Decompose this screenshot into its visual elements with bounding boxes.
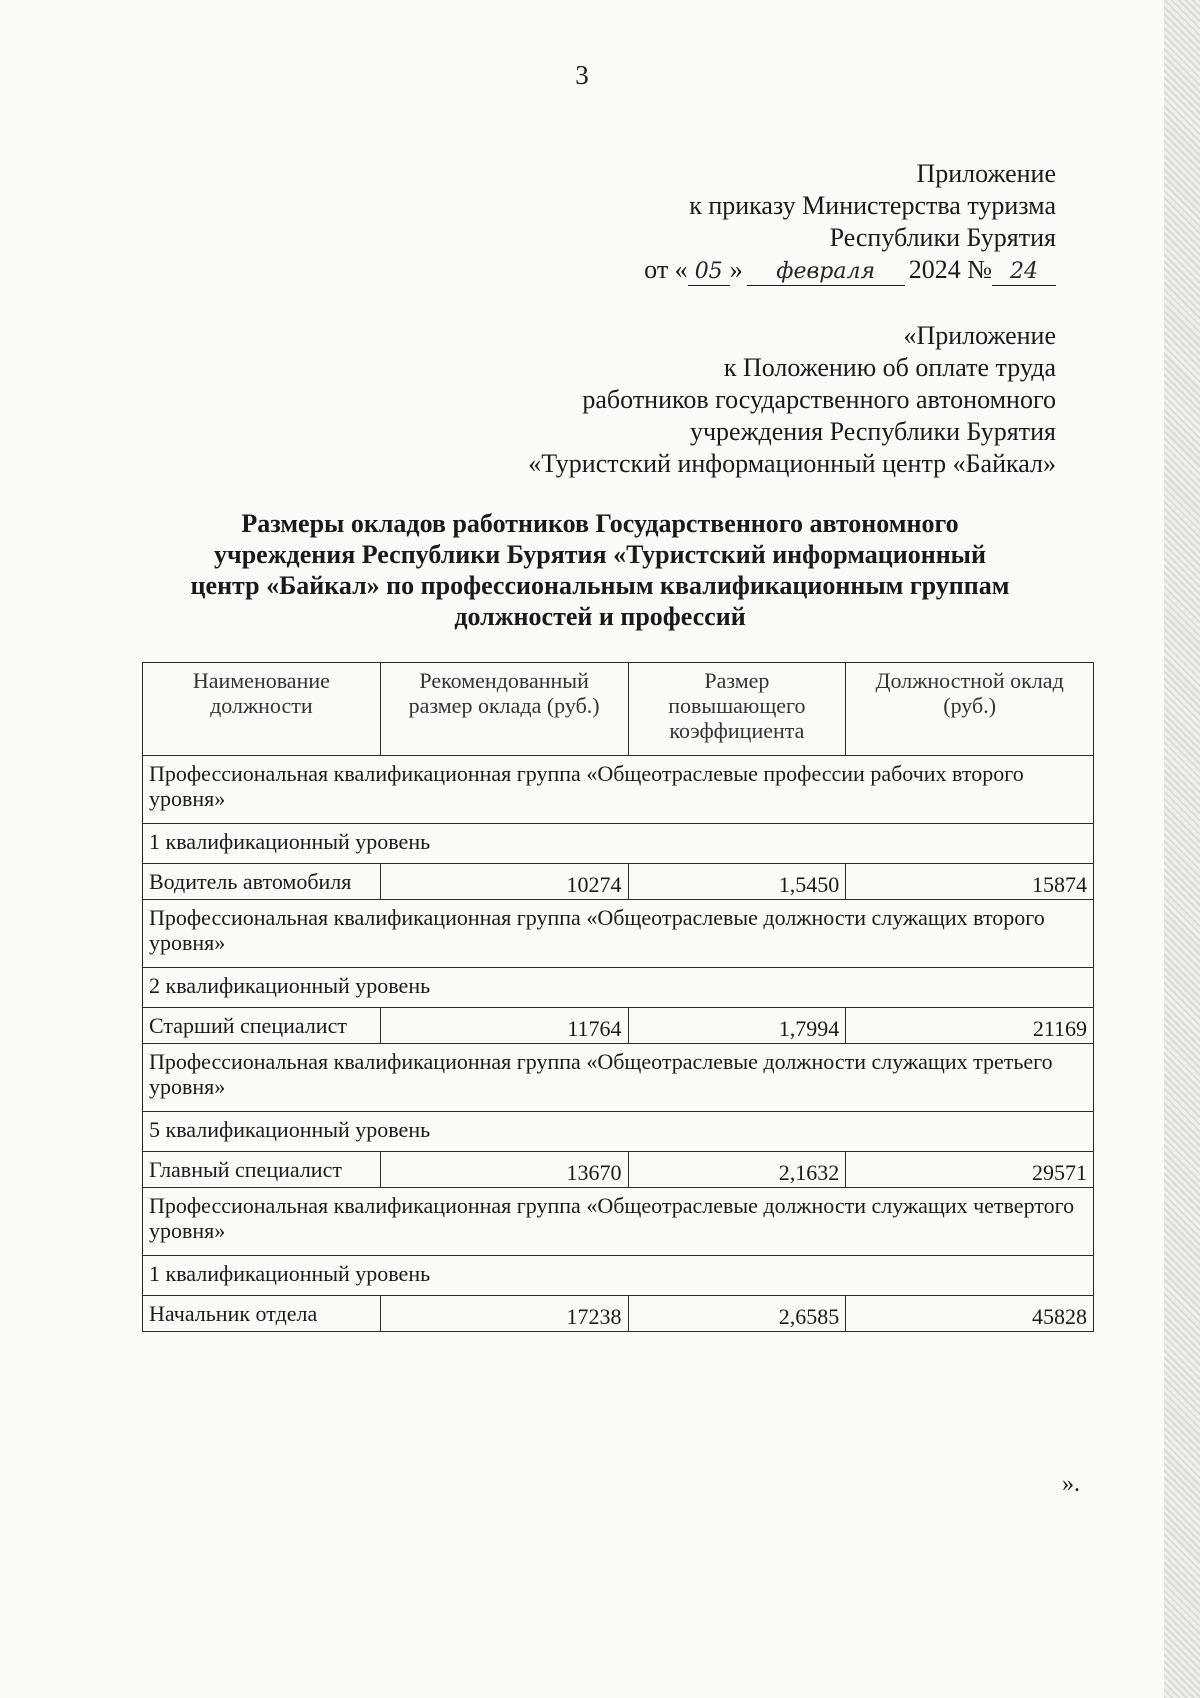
level-row [143, 968, 1094, 1008]
qualification-level: 1 квалификационный уровень [143, 1256, 1094, 1296]
base-salary-cell: 11764 [380, 1008, 628, 1044]
approval-date-line [644, 254, 1056, 286]
title-line: должностей и профессий [454, 602, 746, 631]
handwritten-day: 05 [688, 259, 730, 286]
handwritten-order-number: 24 [992, 259, 1056, 286]
handwritten-month: февраля [747, 259, 905, 286]
scan-edge-strip [1164, 0, 1200, 1698]
qualification-level: 2 квалификационный уровень [143, 968, 1094, 1008]
header-base-salary: Рекомендованный размер оклада (руб.) [380, 663, 628, 756]
base-salary-cell: 13670 [380, 1152, 628, 1188]
closing-quote-mark: ». [1062, 1471, 1080, 1497]
position-cell: Начальник отдела [143, 1296, 381, 1332]
salary-cell: 29571 [846, 1152, 1094, 1188]
salary-cell: 45828 [846, 1296, 1094, 1332]
year-text: 2024 № [908, 255, 992, 284]
approval-line: к приказу Министерства туризма [689, 191, 1056, 220]
qualification-level: 1 квалификационный уровень [143, 824, 1094, 864]
salary-table [142, 662, 1094, 1332]
salary-cell: 15874 [846, 864, 1094, 900]
table-row [143, 1008, 1094, 1044]
table-header-row [143, 663, 1094, 756]
position-cell: Водитель автомобиля [143, 864, 381, 900]
regulation-line: «Приложение [903, 321, 1056, 350]
regulation-line: работников государственного автономного [582, 385, 1056, 414]
position-cell: Главный специалист [143, 1152, 381, 1188]
group-row [143, 1188, 1094, 1256]
qualification-group: Профессиональная квалификационная группа «Общеотраслевые должности служащих четвертого уровня» [143, 1188, 1094, 1256]
title-line: учреждения Республики Бурятия «Туристский информационный [214, 540, 986, 569]
approval-header [644, 158, 1056, 286]
qualification-group: Профессиональная квалификационная группа «Общеотраслевые должности служащих второго уровня» [143, 900, 1094, 968]
level-row [143, 1112, 1094, 1152]
group-row [143, 756, 1094, 824]
coefficient-cell: 1,7994 [628, 1008, 846, 1044]
table-row [143, 864, 1094, 900]
position-cell: Старший специалист [143, 1008, 381, 1044]
document-title [150, 508, 1050, 632]
coefficient-cell: 2,1632 [628, 1152, 846, 1188]
salary-cell: 21169 [846, 1008, 1094, 1044]
header-coefficient: Размер повышающего коэффициента [628, 663, 846, 756]
base-salary-cell: 17238 [380, 1296, 628, 1332]
approval-line: Республики Бурятия [829, 223, 1056, 252]
base-salary-cell: 10274 [380, 864, 628, 900]
regulation-line: «Туристский информационный центр «Байкал» [528, 449, 1056, 478]
group-row [143, 900, 1094, 968]
group-row [143, 1044, 1094, 1112]
level-row [143, 1256, 1094, 1296]
header-salary: Должностной оклад (руб.) [846, 663, 1094, 756]
table-row [143, 1296, 1094, 1332]
regulation-reference [528, 320, 1056, 480]
title-line: Размеры окладов работников Государственного автономного [241, 509, 959, 538]
regulation-line: учреждения Республики Бурятия [689, 417, 1056, 446]
coefficient-cell: 1,5450 [628, 864, 846, 900]
page-number: 3 [575, 60, 589, 90]
regulation-line: к Положению об оплате труда [723, 353, 1056, 382]
title-line: центр «Байкал» по профессиональным квалификационным группам [190, 571, 1010, 600]
coefficient-cell: 2,6585 [628, 1296, 846, 1332]
approval-line: Приложение [916, 159, 1056, 188]
table-row [143, 1152, 1094, 1188]
qualification-level: 5 квалификационный уровень [143, 1112, 1094, 1152]
qualification-group: Профессиональная квалификационная группа «Общеотраслевые должности служащих третьего уровня» [143, 1044, 1094, 1112]
level-row [143, 824, 1094, 864]
qualification-group: Профессиональная квалификационная группа «Общеотраслевые профессии рабочих второго уровня» [143, 756, 1094, 824]
date-mid: » [729, 255, 743, 284]
header-position: Наименование должности [143, 663, 381, 756]
date-prefix: от « [644, 255, 688, 284]
